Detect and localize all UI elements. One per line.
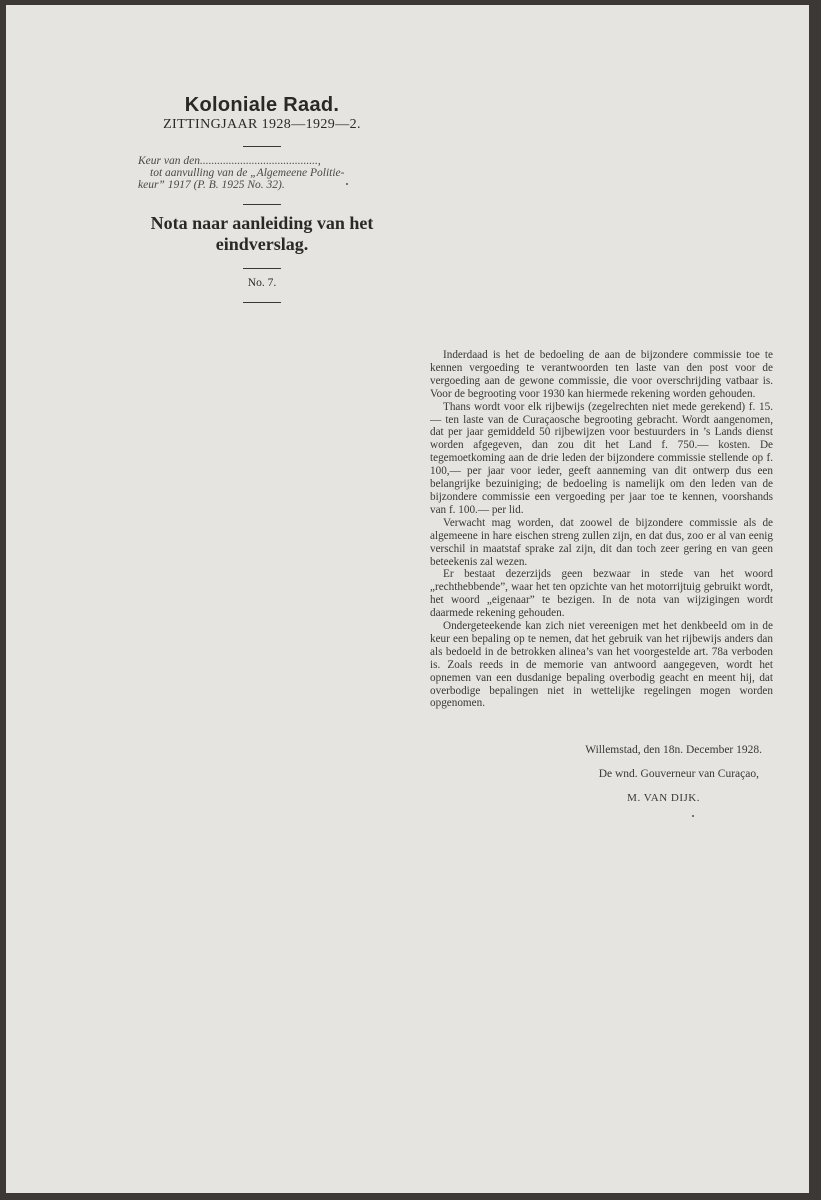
divider (243, 302, 281, 303)
ordinance-line: tot aanvulling van de „Algemeene Politie- (150, 167, 345, 179)
council-title: Koloniale Raad. (184, 94, 340, 116)
divider (243, 268, 281, 269)
paragraph: Inderdaad is het de bedoeling de aan de bijzondere commissie toe te kennen vergoeding te verantwoorden ten laste van den post voor de vergoeding aan de gewone commissie, die voor overschrijding vatbaar is. Voor de begrooting voor 1930 kan hiermede rekening worden gehouden. (430, 349, 773, 400)
divider (243, 146, 281, 147)
paragraph: Verwacht mag worden, dat zoowel de bijzondere commissie als de algemeene in hare eischen streng zullen zijn, en dat dus, zoo er al van eenig verschil in maatstaf sprake zal zijn, dit dan toch zeer gering en van geen beteekenis zal wezen. (430, 516, 773, 568)
ordinance-reference (126, 155, 398, 191)
paper-speck (346, 183, 348, 185)
signature-block (430, 743, 773, 805)
body-text (430, 349, 773, 710)
ordinance-line: Keur van den........................................., (138, 155, 321, 167)
divider (243, 204, 281, 205)
document-heading (126, 213, 398, 255)
paper-speck (692, 815, 694, 817)
paragraph: Er bestaat dezerzijds geen bezwaar in stede van het woord „rechthebbende”, waar het ten opzichte van het motorrijtuig gebruikt wordt, het woord „eigenaar” te bezigen. In de nota van wijzigingen wordt daarmede rekening gehouden. (430, 568, 773, 620)
signatory-name: M. VAN DIJK. (627, 792, 700, 804)
heading-line: Nota naar aanleiding van het (150, 213, 374, 233)
session-year: ZITTINGJAAR 1928—1929—2. (163, 117, 361, 132)
heading-line: eindverslag. (215, 234, 309, 254)
ordinance-line: keur” 1917 (P. B. 1925 No. 32). (138, 179, 285, 191)
place-date: Willemstad, den 18n. December 1928. (585, 744, 762, 756)
document-header (126, 93, 398, 311)
signatory-title: De wnd. Gouverneur van Curaçao, (598, 768, 759, 780)
paragraph: Ondergeteekende kan zich niet vereenigen met het denkbeeld om in de keur een bepaling op te nemen, dat het gebruik van het rijbewijs anders dan als bedoeld in de betrokken alinea’s van het voorgestelde art. 78a verboden is. Zoals reeds in de memorie van antwoord aangegeven, wordt het opnemen van een dusdanige bepaling overbodig geacht en meent hij, dat overbodige bepalingen niet in wettelijke regelingen mogen worden opgenomen. (430, 620, 773, 710)
document-page (6, 5, 809, 1193)
paragraph: Thans wordt voor elk rijbewijs (zegelrechten niet mede gerekend) f. 15.— ten laste van de Curaçaosche begrooting gebracht. Wordt aangenomen, dat per jaar gemiddeld 50 rijbewijzen voor bestuurders in ’s Lands dienst worden afgegeven, dan zou dit het Land f. 750.— kosten. De tegemoetkoming aan de drie leden der bijzondere commissie stellende op f. 100,— per jaar voor ieder, geeft aanneming van dit ontwerp dus een belangrijke bezuiniging; de bedoeling is namelijk om den leden van de bijzondere commissie een vergoeding per jaar toe te kennen, voorshands van f. 100.— per lid. (430, 400, 773, 516)
document-number: No. 7. (247, 277, 277, 289)
